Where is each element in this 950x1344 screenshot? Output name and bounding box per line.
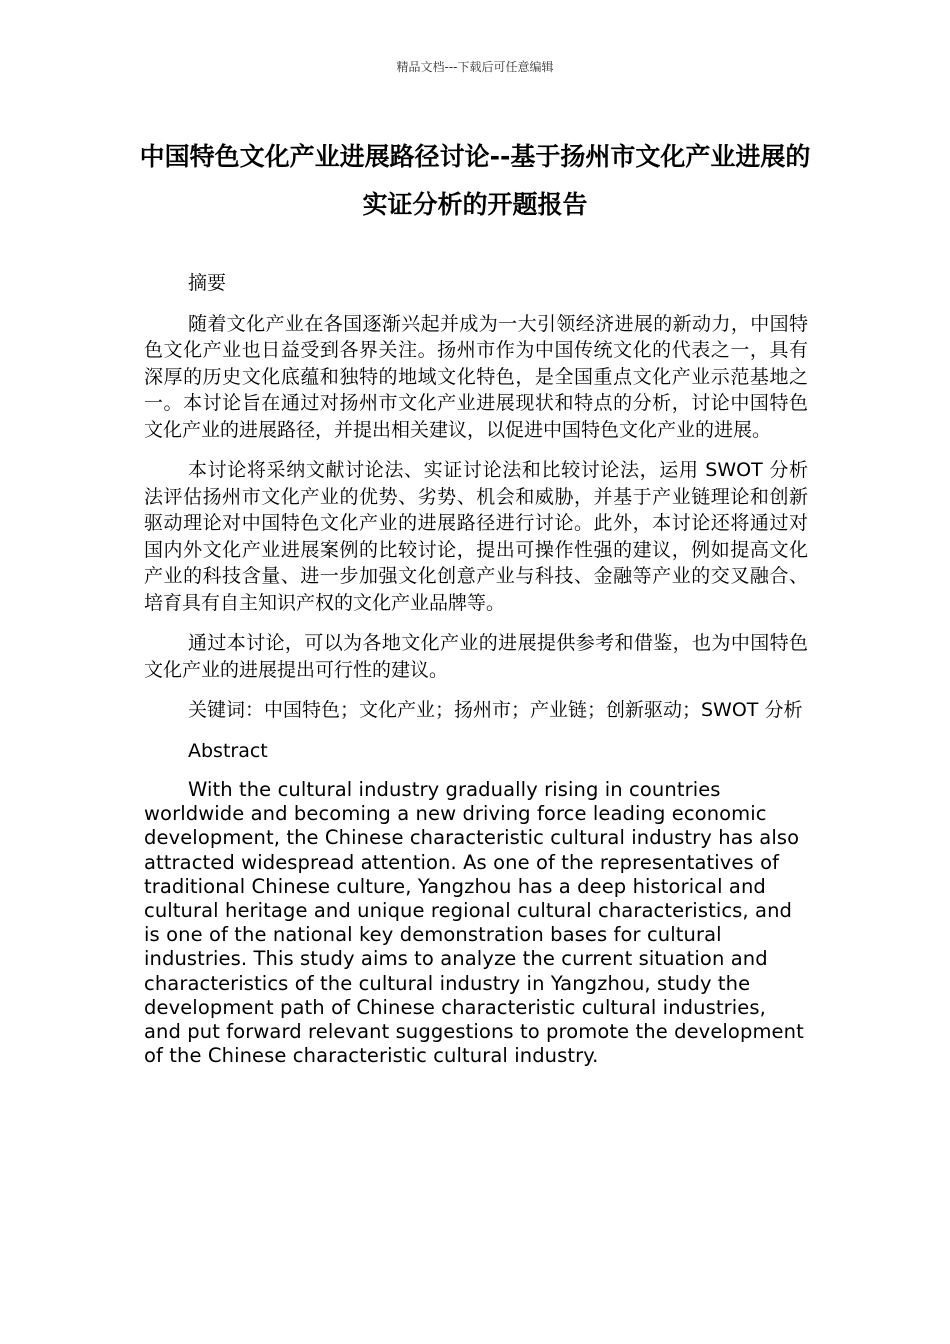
english-abstract-heading: Abstract (188, 739, 268, 762)
english-abstract-paragraph: With the cultural industry gradually rising in countries worldwide and becoming a new driving force leading economic development, the Chinese characteristic cultural industry has also attracted widespread attention. As one of the representatives of traditional Chinese culture, Yangzhou has a deep historical and cultural heritage and unique regional cultural characteristics, and is one of the national key demonstration bases for cultural industries. This study aims to analyze the current situation and characteristics of the cultural industry in Yangzhou, study the development path of Chinese characteristic cultural industries, and put forward relevant suggestions to promote the development of the Chinese characteristic cultural industry. (144, 778, 804, 1068)
keywords-paragraph: 关键词：中国特色；文化产业；扬州市；产业链；创新驱动；SWOT 分析 (188, 699, 803, 721)
document-body (144, 270, 808, 1082)
document-title: 中国特色文化产业进展路径讨论--基于扬州市文化产业进展的实证分析的开题报告 (139, 142, 811, 219)
abstract-paragraph-1: 随着文化产业在各国逐渐兴起并成为一大引领经济进展的新动力，中国特色文化产业也日益受到各界关注。扬州市作为中国传统文化的代表之一，具有深厚的历史文化底蕴和独特的地域文化特色，是全国重点文化产业示范基地之一。本讨论旨在通过对扬州市文化产业进展现状和特点的分析，讨论中国特色文化产业的进展路径，并提出相关建议，以促进中国特色文化产业的进展。 (144, 312, 808, 441)
abstract-heading: 摘要 (188, 272, 227, 294)
abstract-paragraph-2: 本讨论将采纳文献讨论法、实证讨论法和比较讨论法，运用 SWOT 分析法评估扬州市文化产业的优势、劣势、机会和威胁，并基于产业链理论和创新驱动理论对中国特色文化产业的进展路径进行讨论。此外，本讨论还将通过对国内外文化产业进展案例的比较讨论，提出可操作性强的建议，例如提高文化产业的科技含量、进一步加强文化创意产业与科技、金融等产业的交叉融合、培育具有自主知识产权的文化产业品牌等。 (144, 459, 808, 614)
abstract-paragraph-3: 通过本讨论，可以为各地文化产业的进展提供参考和借鉴，也为中国特色文化产业的进展提出可行性的建议。 (144, 632, 808, 681)
page-header-note: 精品文档---下载后可任意编辑 (396, 60, 554, 74)
